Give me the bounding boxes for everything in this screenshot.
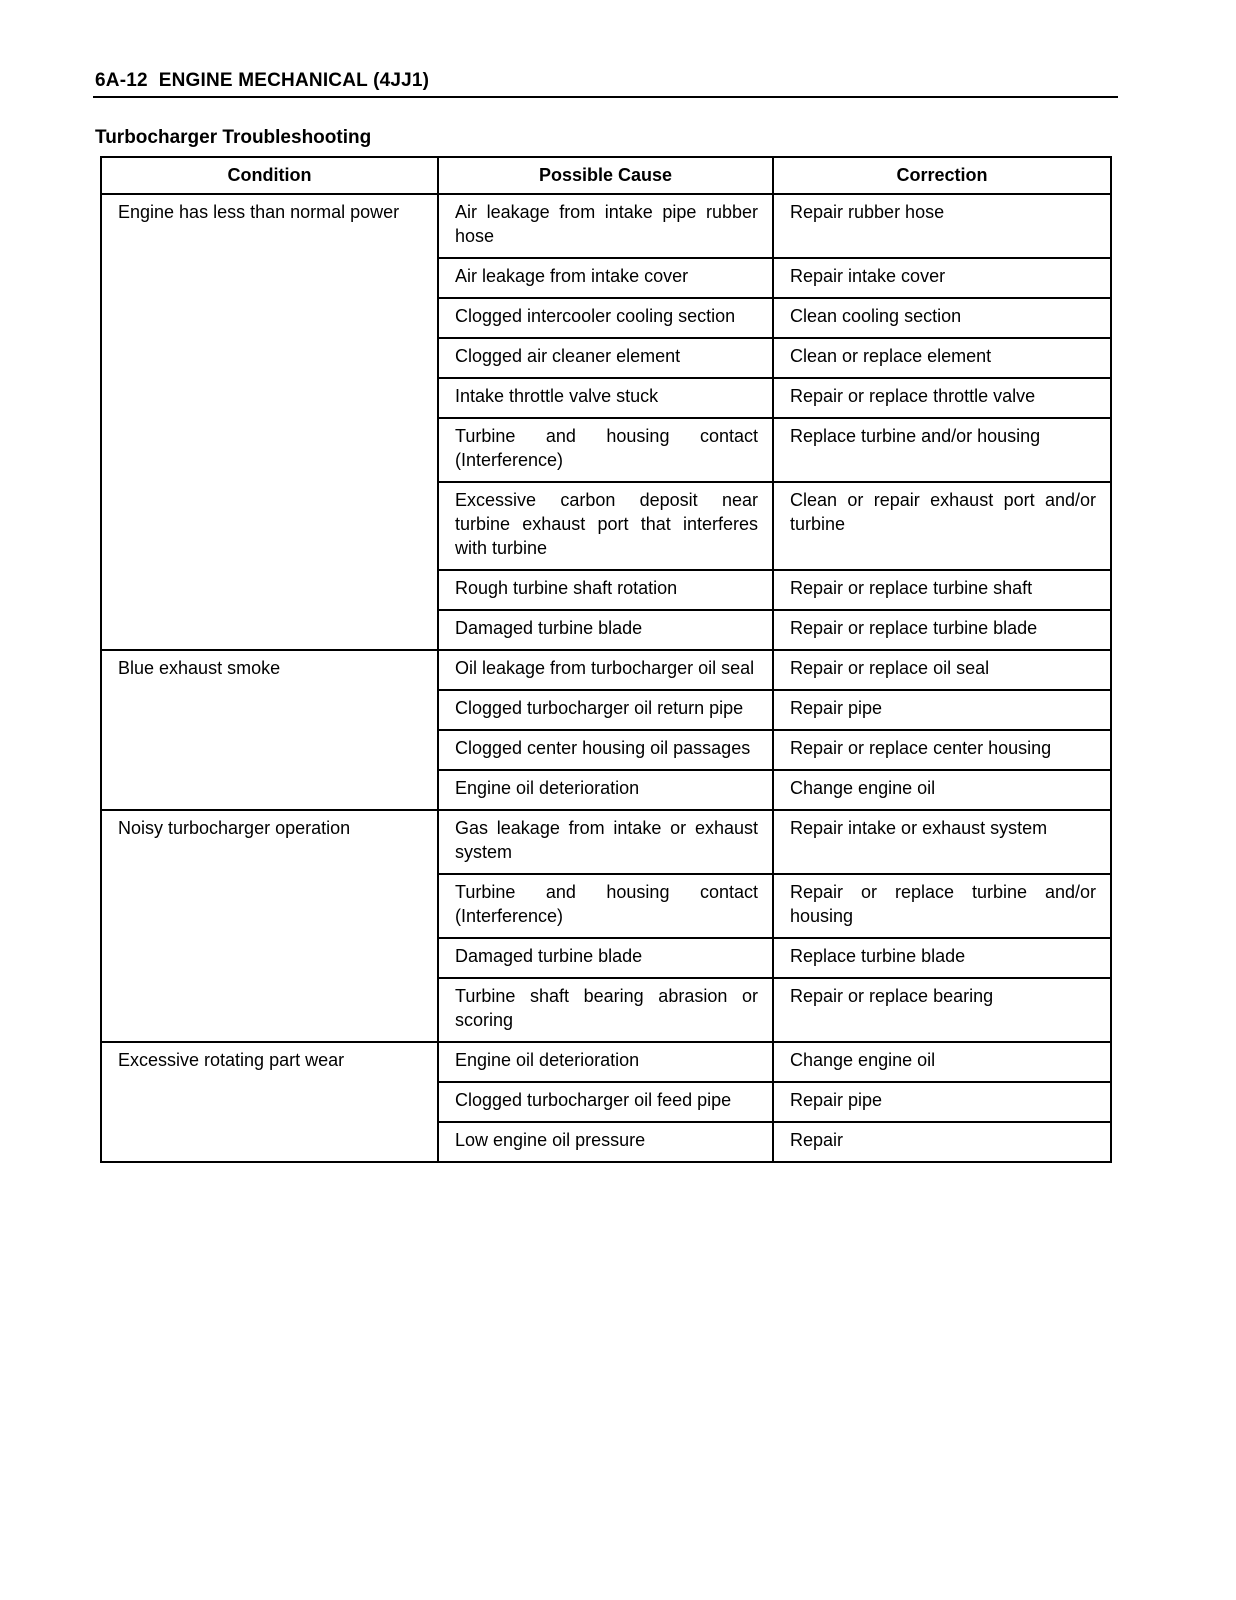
column-header-condition: Condition <box>101 157 438 194</box>
possible-cause-cell: Gas leakage from intake or exhaust system <box>438 810 773 874</box>
table-header-row <box>101 157 1111 194</box>
possible-cause-cell: Clogged turbocharger oil return pipe <box>438 690 773 730</box>
possible-cause-cell: Clogged air cleaner element <box>438 338 773 378</box>
possible-cause-cell: Excessive carbon deposit near turbine exhaust port that interferes with turbine <box>438 482 773 570</box>
possible-cause-cell: Low engine oil pressure <box>438 1122 773 1162</box>
condition-cell: Blue exhaust smoke <box>101 650 438 810</box>
correction-cell: Repair or replace turbine blade <box>773 610 1111 650</box>
correction-cell: Repair or replace center housing <box>773 730 1111 770</box>
possible-cause-cell: Oil leakage from turbocharger oil seal <box>438 650 773 690</box>
correction-cell: Repair rubber hose <box>773 194 1111 258</box>
correction-cell: Repair or replace turbine shaft <box>773 570 1111 610</box>
possible-cause-cell: Turbine and housing contact (Interference) <box>438 418 773 482</box>
correction-cell: Change engine oil <box>773 1042 1111 1082</box>
condition-cell: Engine has less than normal power <box>101 194 438 650</box>
correction-cell: Repair or replace turbine and/or housing <box>773 874 1111 938</box>
correction-cell: Repair or replace oil seal <box>773 650 1111 690</box>
possible-cause-cell: Turbine and housing contact (Interference) <box>438 874 773 938</box>
correction-cell: Repair intake or exhaust system <box>773 810 1111 874</box>
correction-cell: Repair or replace throttle valve <box>773 378 1111 418</box>
possible-cause-cell: Clogged intercooler cooling section <box>438 298 773 338</box>
possible-cause-cell: Clogged turbocharger oil feed pipe <box>438 1082 773 1122</box>
possible-cause-cell: Air leakage from intake pipe rubber hose <box>438 194 773 258</box>
column-header-possible-cause: Possible Cause <box>438 157 773 194</box>
correction-cell: Repair pipe <box>773 1082 1111 1122</box>
possible-cause-cell: Intake throttle valve stuck <box>438 378 773 418</box>
section-title: Turbocharger Troubleshooting <box>95 127 372 148</box>
column-header-correction: Correction <box>773 157 1111 194</box>
correction-cell: Repair <box>773 1122 1111 1162</box>
possible-cause-cell: Turbine shaft bearing abrasion or scoring <box>438 978 773 1042</box>
possible-cause-cell: Engine oil deterioration <box>438 1042 773 1082</box>
table-row <box>101 810 1111 874</box>
correction-cell: Repair or replace bearing <box>773 978 1111 1042</box>
troubleshooting-table <box>100 156 1112 1163</box>
table-row <box>101 1042 1111 1082</box>
condition-cell: Noisy turbocharger operation <box>101 810 438 1042</box>
correction-cell: Repair intake cover <box>773 258 1111 298</box>
possible-cause-cell: Air leakage from intake cover <box>438 258 773 298</box>
correction-cell: Clean or replace element <box>773 338 1111 378</box>
table-row <box>101 194 1111 258</box>
correction-cell: Replace turbine blade <box>773 938 1111 978</box>
table-row <box>101 650 1111 690</box>
page-header: 6A-12 ENGINE MECHANICAL (4JJ1) <box>95 70 430 91</box>
header-rule <box>93 96 1118 98</box>
correction-cell: Clean or repair exhaust port and/or turbine <box>773 482 1111 570</box>
possible-cause-cell: Engine oil deterioration <box>438 770 773 810</box>
correction-cell: Repair pipe <box>773 690 1111 730</box>
correction-cell: Replace turbine and/or housing <box>773 418 1111 482</box>
possible-cause-cell: Clogged center housing oil passages <box>438 730 773 770</box>
correction-cell: Clean cooling section <box>773 298 1111 338</box>
troubleshooting-table-body <box>101 194 1111 1162</box>
possible-cause-cell: Damaged turbine blade <box>438 610 773 650</box>
condition-cell: Excessive rotating part wear <box>101 1042 438 1162</box>
possible-cause-cell: Damaged turbine blade <box>438 938 773 978</box>
possible-cause-cell: Rough turbine shaft rotation <box>438 570 773 610</box>
correction-cell: Change engine oil <box>773 770 1111 810</box>
